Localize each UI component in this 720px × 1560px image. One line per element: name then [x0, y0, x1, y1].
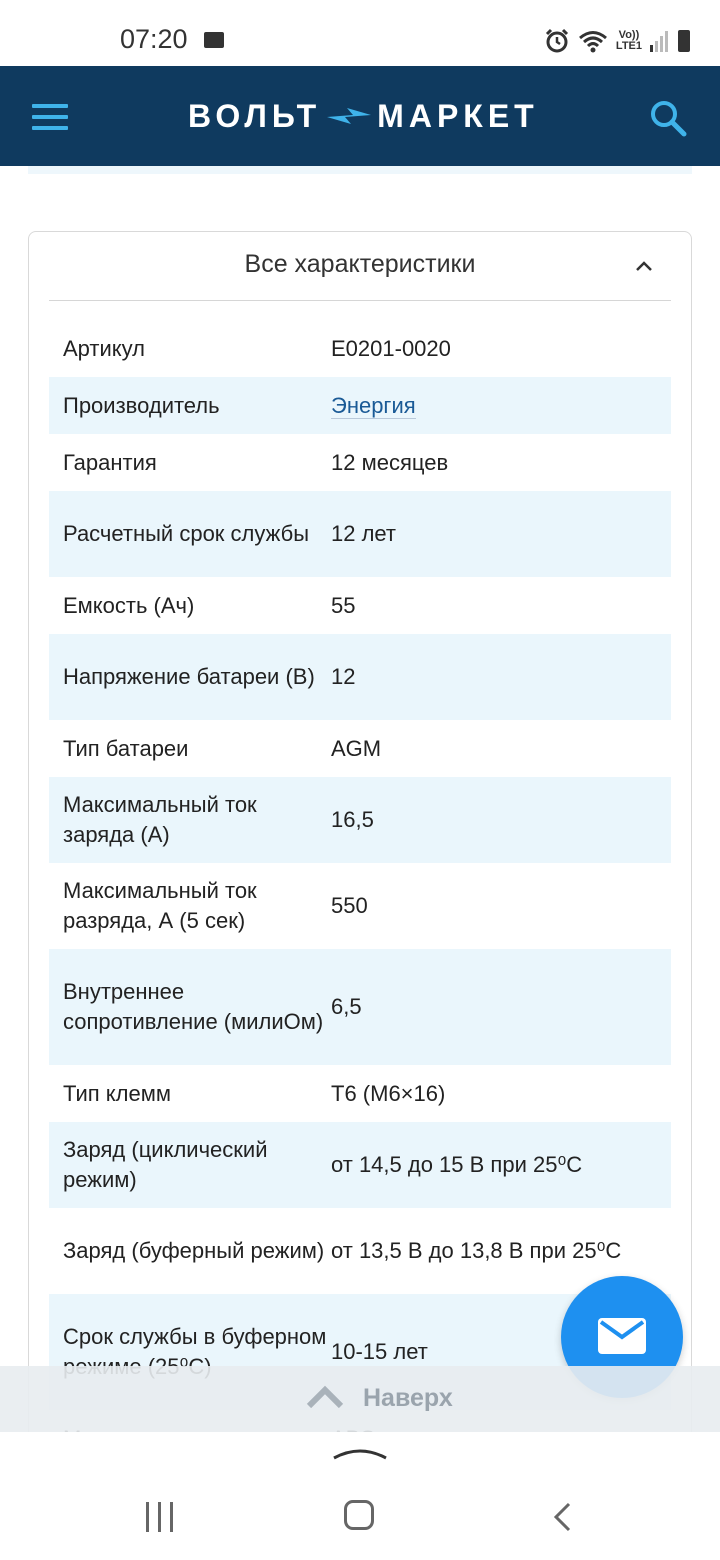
spec-label: Максимальный ток заряда (А) — [63, 792, 257, 847]
site-header — [0, 66, 720, 166]
spec-row — [49, 491, 671, 577]
system-navbar — [0, 1432, 720, 1560]
menu-icon[interactable] — [32, 104, 68, 130]
manufacturer-link[interactable]: Энергия — [331, 392, 416, 418]
expand-handle-icon[interactable] — [332, 1442, 388, 1460]
spec-label: Артикул — [63, 335, 146, 361]
scroll-to-top-button[interactable] — [0, 1366, 720, 1432]
wifi-icon — [578, 29, 608, 53]
content-strip — [28, 166, 692, 174]
spec-value: 12 лет — [331, 521, 397, 546]
lte-indicator — [616, 30, 642, 52]
spec-label: Расчетный срок службы — [63, 521, 310, 546]
spec-row — [49, 1065, 671, 1122]
spec-row — [49, 1208, 671, 1294]
spec-value: 6,5 — [331, 994, 362, 1019]
mail-icon — [598, 1318, 646, 1354]
status-time: 07:20 — [120, 24, 188, 54]
logo-right-text: МАРКЕТ — [377, 97, 539, 134]
bolt-icon — [327, 106, 371, 126]
spec-label: Гарантия — [63, 449, 157, 475]
lte-bottom-label: LTE1 — [615, 40, 642, 52]
chevron-up-icon — [306, 1384, 344, 1408]
status-bar — [0, 0, 720, 66]
spec-value: от 14,5 до 15 В при 25⁰С — [331, 1152, 583, 1177]
spec-row — [49, 434, 671, 491]
spec-value: 16,5 — [331, 807, 374, 832]
spec-value: 10-15 лет — [331, 1339, 428, 1364]
spec-value: T6 (M6×16) — [331, 1080, 446, 1106]
spec-label: Напряжение батареи (В) — [63, 664, 315, 689]
spec-value: 12 — [331, 664, 356, 689]
spec-label: Емкость (Ач) — [63, 592, 195, 618]
spec-row — [49, 1122, 671, 1208]
spec-value: 12 месяцев — [331, 449, 449, 475]
battery-icon — [678, 30, 690, 52]
logo-left-text: ВОЛЬТ — [188, 97, 322, 134]
spec-value — [331, 391, 657, 421]
spec-row — [49, 777, 671, 863]
home-icon[interactable] — [344, 1500, 374, 1530]
lte-top-label: Vo)) — [618, 29, 640, 41]
spec-value: 550 — [331, 893, 368, 918]
specs-title: Все характеристики — [244, 250, 476, 278]
alarm-icon — [544, 28, 570, 54]
image-icon — [204, 32, 224, 48]
spec-value: AGM — [331, 735, 382, 761]
spec-row — [49, 863, 671, 949]
spec-label: Тип клемм — [63, 1080, 171, 1106]
spec-row — [49, 949, 671, 1065]
spec-row — [49, 320, 671, 377]
chevron-up-icon[interactable] — [635, 260, 653, 272]
spec-row — [49, 634, 671, 720]
signal-icon — [650, 30, 670, 52]
spec-label: Заряд (циклический режим) — [63, 1137, 268, 1192]
spec-label: Производитель — [63, 392, 220, 418]
specs-header[interactable] — [49, 232, 671, 301]
spec-row — [49, 577, 671, 634]
site-logo[interactable] — [188, 94, 539, 138]
search-icon[interactable] — [648, 98, 688, 138]
spec-label: Максимальный ток разряда, А (5 сек) — [63, 878, 257, 933]
spec-value: E0201-0020 — [331, 335, 451, 361]
spec-label: Заряд (буферный режим) — [63, 1238, 325, 1263]
scroll-to-top-label: Наверх — [363, 1384, 453, 1412]
status-icons — [544, 28, 690, 54]
spec-label: Тип батареи — [63, 735, 189, 761]
spec-label: Внутреннее сопротивление (милиОм) — [63, 979, 324, 1034]
back-icon[interactable] — [552, 1502, 572, 1532]
spec-value: от 13,5 В до 13,8 В при 25⁰С — [331, 1238, 622, 1263]
spec-row — [49, 720, 671, 777]
spec-row — [49, 377, 671, 434]
spec-value: 55 — [331, 592, 356, 618]
spec-label: Срок службы в буферном — [63, 1324, 327, 1349]
recent-apps-icon[interactable] — [144, 1502, 176, 1532]
